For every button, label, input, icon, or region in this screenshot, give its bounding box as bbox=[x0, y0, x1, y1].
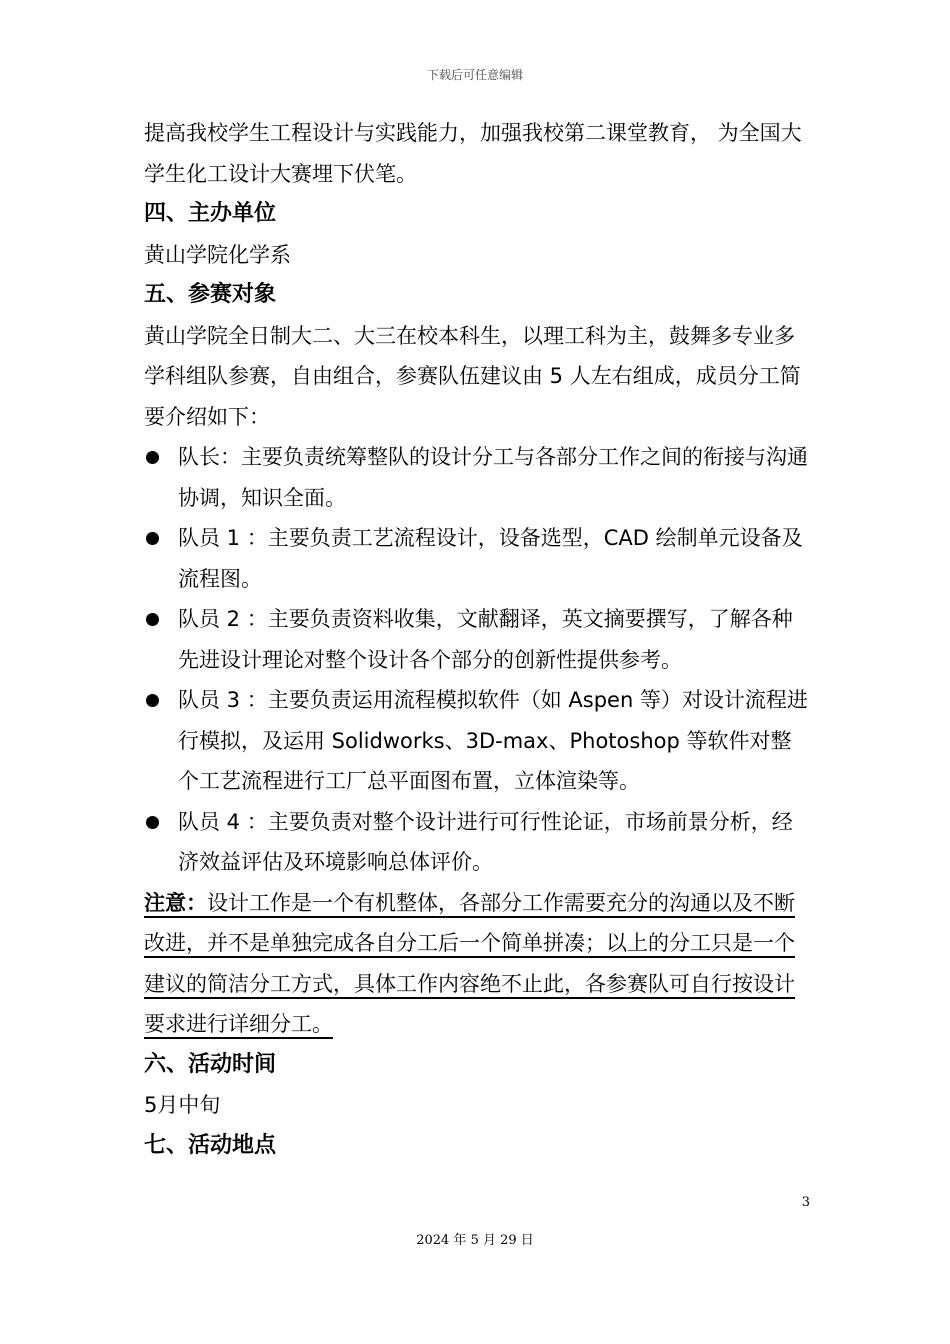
note-text: 设计工作是一个有机整体，各部分工作需要充分的沟通以及不断改进，并不是单独完成各自分工后一个简单拼凑；以上的分工只是一个建议的简洁分工方式，具体工作内容绝不止此，各参赛队可自行按设计要求进行详细分工。 bbox=[144, 890, 795, 1036]
section-5-text: 黄山学院全日制大二、大三在校本科生，以理工科为主，鼓舞多专业多学科组队参赛，自由组合，参赛队伍建议由 5 人左右组成，成员分工简要介绍如下： bbox=[144, 323, 801, 429]
bullet-icon bbox=[146, 451, 159, 464]
section-6-heading: 六、活动时间 bbox=[144, 1051, 277, 1077]
bullet-icon bbox=[146, 694, 159, 707]
role-text: 队员 2 ：主要负责资料收集，文献翻译，英文摘要撰写，了解各种先进设计理论对整个设计各个部分的创新性提供参考。 bbox=[178, 607, 793, 672]
list-item-member-4 bbox=[144, 802, 810, 883]
role-text: 队员 3 ：主要负责运用流程模拟软件（如 Aspen 等）对设计流程进行模拟，及运用 Solidworks、3D-max、Photoshop 等软件对整个工艺流程进行工厂总平面图布置，立体渲染等。 bbox=[178, 688, 808, 793]
section-4-heading: 四、主办单位 bbox=[144, 201, 277, 226]
list-item-member-2 bbox=[144, 599, 810, 680]
list-item-member-1 bbox=[144, 518, 810, 599]
bullet-icon bbox=[146, 816, 159, 829]
role-text: 队员 1 ：主要负责工艺流程设计，设备选型，CAD 绘制单元设备及流程图。 bbox=[178, 526, 803, 591]
list-item-captain bbox=[144, 437, 810, 518]
bullet-icon bbox=[146, 613, 159, 626]
role-text: 队员 4 ：主要负责对整个设计进行可行性论证，市场前景分析，经济效益评估及环境影响总体评价。 bbox=[178, 809, 793, 874]
role-list bbox=[144, 437, 810, 883]
note-label: 注意： bbox=[144, 890, 207, 915]
section-6-text: 5月中旬 bbox=[144, 1093, 221, 1117]
section-7-heading: 七、活动地点 bbox=[144, 1132, 277, 1158]
list-item-member-3 bbox=[144, 680, 810, 802]
header-note: 下载后可任意编辑 bbox=[426, 68, 523, 82]
intro-paragraph: 提高我校学生工程设计与实践能力，加强我校第二课堂教育， 为全国大学生化工设计大赛埋下伏笔。 bbox=[144, 121, 802, 186]
page-number: 3 bbox=[801, 1195, 810, 1210]
footer-date: 2024 年 5 月 29 日 bbox=[416, 1233, 534, 1248]
note-paragraph bbox=[144, 883, 810, 1045]
role-text: 队长：主要负责统筹整队的设计分工与各部分工作之间的衔接与沟通协调，知识全面。 bbox=[178, 445, 808, 510]
bullet-icon bbox=[146, 532, 159, 545]
section-4-text: 黄山学院化学系 bbox=[144, 242, 291, 267]
section-5-heading: 五、参赛对象 bbox=[144, 282, 277, 307]
document-body bbox=[144, 113, 810, 1166]
